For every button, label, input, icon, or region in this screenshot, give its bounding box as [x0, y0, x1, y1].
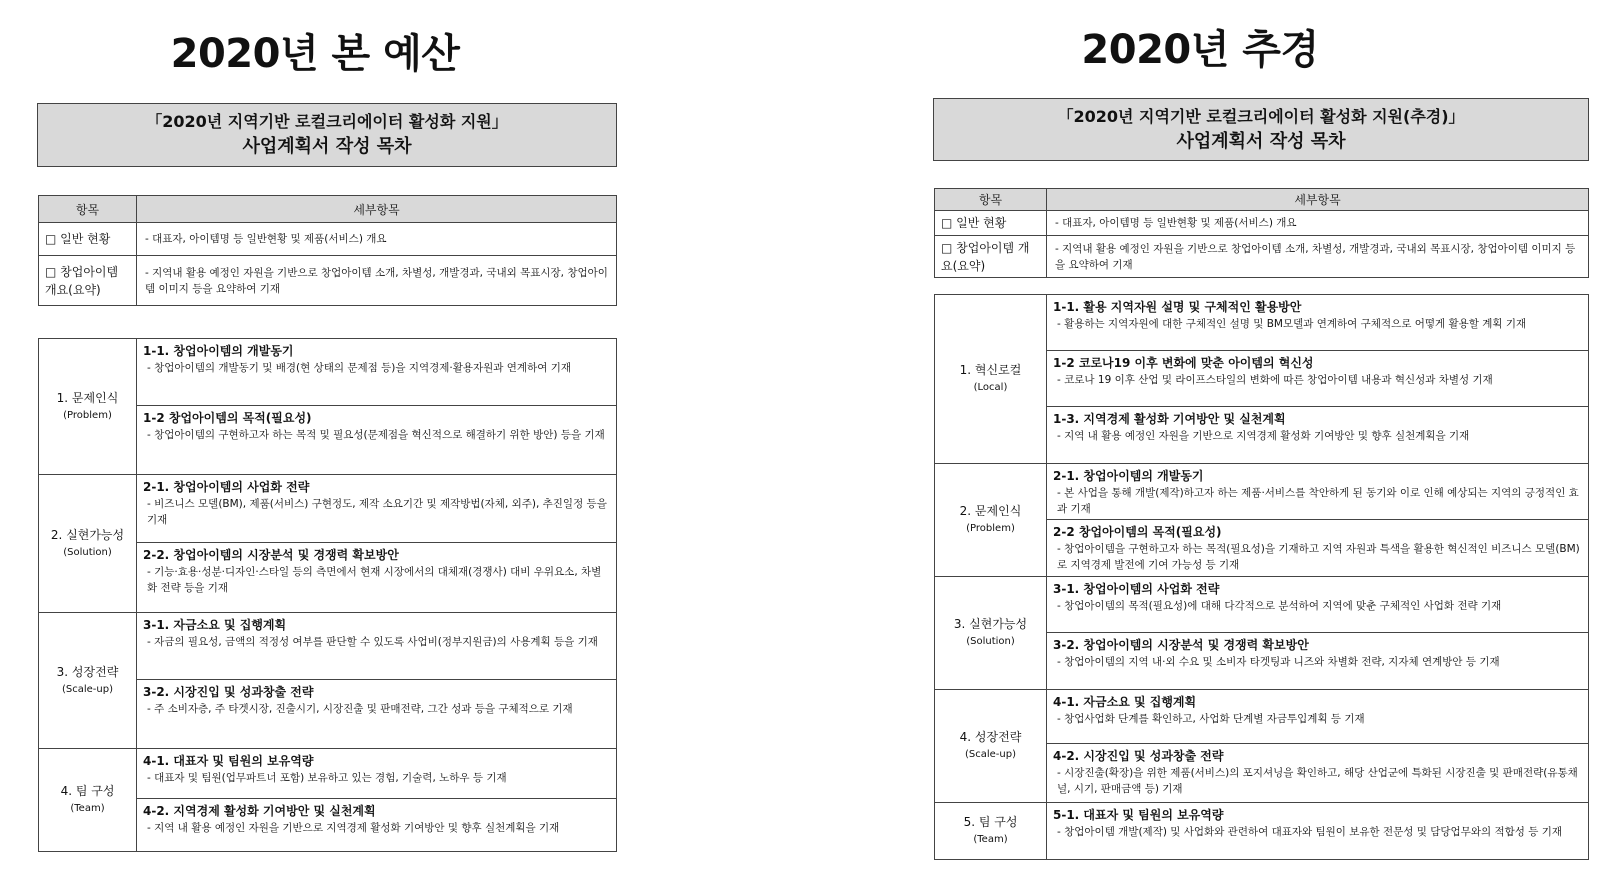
- left-summary-label: □ 창업아이템 개요(요약): [39, 256, 137, 306]
- right-sub-1-1-desc: - 활용하는 지역자원에 대한 구체적인 설명 및 BM모델과 연계하여 구체적으로 어떻게 활용할 계획 기재: [1057, 318, 1527, 330]
- left-general-label: □ 일반 현황: [39, 223, 137, 256]
- right-section-1-en: (Local): [973, 382, 1008, 393]
- right-sub-1-2-title: 1-2 코로나19 이후 변화에 맞춘 아이템의 혁신성: [1053, 356, 1314, 370]
- left-sub-1-1: [137, 339, 616, 406]
- right-sub-3-2: [1047, 633, 1588, 689]
- right-sub-2-1: [1047, 464, 1588, 520]
- left-sub-4-2-desc: - 지역 내 활용 예정인 자원을 기반으로 지역경제 활성화 기여방안 및 향후 실천계획을 기재: [147, 822, 560, 834]
- left-title-line1: 「2020년 지역기반 로컬크리에이터 활성화 지원」: [146, 112, 508, 131]
- left-sub-1-1-title: 1-1. 창업아이템의 개발동기: [143, 344, 294, 358]
- right-sub-1-3-desc: - 지역 내 활용 예정인 자원을 기반으로 지역경제 활성화 기여방안 및 향후 실천계획을 기재: [1057, 430, 1470, 442]
- left-section-1-ko: 1. 문제인식: [56, 390, 119, 405]
- left-sub-3-1: [137, 613, 616, 680]
- right-sub-3-1-title: 3-1. 창업아이템의 사업화 전략: [1053, 582, 1220, 596]
- right-section-1-subs: [1047, 295, 1589, 464]
- left-general-table: [38, 195, 617, 306]
- left-sub-1-2: [137, 406, 616, 474]
- right-sub-2-2: [1047, 520, 1588, 576]
- right-summary-label: □ 창업아이템 개요(요약): [935, 236, 1047, 278]
- left-heading: 2020년 본 예산: [170, 31, 460, 77]
- left-general-desc: - 대표자, 아이템명 등 일반현황 및 제품(서비스) 개요: [137, 223, 617, 256]
- left-sub-2-2-title: 2-2. 창업아이템의 시장분석 및 경쟁력 확보방안: [143, 548, 399, 562]
- right-sub-5-1-desc: - 창업아이템 개발(제작) 및 사업화와 관련하여 대표자와 팀원이 보유한 전문성 및 담당업무와의 적합성 등 기재: [1057, 826, 1562, 838]
- left-section-4-label: [39, 749, 137, 852]
- right-section-3-en: (Solution): [966, 636, 1015, 647]
- left-sub-3-2: [137, 680, 616, 748]
- left-sub-3-2-title: 3-2. 시장진입 및 성과창출 전략: [143, 685, 314, 699]
- left-section-3-subs: [137, 613, 617, 749]
- left-section-1-en: (Problem): [63, 409, 112, 421]
- right-section-4-en: (Scale-up): [964, 749, 1016, 760]
- left-col-detail: 세부항목: [137, 196, 617, 223]
- left-col-item: 항목: [39, 196, 137, 223]
- left-section-4-subs: [137, 749, 617, 852]
- right-section-4-label: [935, 690, 1047, 803]
- left-sub-1-2-title: 1-2 창업아이템의 목적(필요성): [143, 411, 312, 425]
- left-sub-3-1-title: 3-1. 자금소요 및 집행계획: [143, 618, 287, 632]
- right-sub-4-2: [1047, 744, 1588, 802]
- left-section-4-en: (Team): [70, 803, 105, 814]
- right-section-2-ko: 2. 문제인식: [959, 504, 1022, 518]
- right-sub-1-2: [1047, 351, 1588, 407]
- right-title-box: [933, 98, 1589, 161]
- right-general-label: □ 일반 현황: [935, 211, 1047, 236]
- right-general-table: [934, 188, 1589, 278]
- right-section-4-subs: [1047, 690, 1589, 803]
- right-sub-3-1-desc: - 창업아이템의 목적(필요성)에 대해 다각적으로 분석하여 지역에 맞춘 구체적인 사업화 전략 기재: [1057, 600, 1502, 612]
- right-section-2-subs: [1047, 464, 1589, 577]
- right-sections-table: [934, 294, 1589, 860]
- right-section-5-label: [935, 803, 1047, 860]
- left-sub-3-1-desc: - 자금의 필요성, 금액의 적정성 여부를 판단할 수 있도록 사업비(정부지원금)의 사용계획 등을 기재: [147, 636, 598, 648]
- right-sub-3-2-title: 3-2. 창업아이템의 시장분석 및 경쟁력 확보방안: [1053, 638, 1309, 652]
- right-sub-2-2-desc: - 창업아이템을 구현하고자 하는 목적(필요성)을 기재하고 지역 자원과 특색을 활용한 혁신적인 비즈니스 모델(BM)로 지역경제 발전에 기여 가능성 등 기재: [1057, 543, 1580, 571]
- right-sub-1-3: [1047, 407, 1588, 463]
- right-sub-1-3-title: 1-3. 지역경제 활성화 기여방안 및 실천계획: [1053, 412, 1286, 426]
- left-sub-1-1-desc: - 창업아이템의 개발동기 및 배경(현 상태의 문제점 등)을 지역경제·활용자원과 연계하여 기재: [147, 362, 571, 374]
- right-sub-2-2-title: 2-2 창업아이템의 목적(필요성): [1053, 525, 1222, 539]
- right-sub-2-1-title: 2-1. 창업아이템의 개발동기: [1053, 469, 1204, 483]
- right-col-detail: 세부항목: [1047, 189, 1589, 211]
- left-section-3-label: [39, 613, 137, 749]
- right-section-3-label: [935, 577, 1047, 690]
- right-sub-2-1-desc: - 본 사업을 통해 개발(제작)하고자 하는 제품·서비스를 착안하게 된 동기와 이로 인해 예상되는 지역의 긍정적인 효과 기재: [1057, 487, 1579, 515]
- left-sub-2-1-desc: - 비즈니스 모델(BM), 제품(서비스) 구현정도, 제작 소요기간 및 제작방법(자체, 외주), 추진일정 등을 기재: [147, 498, 607, 526]
- right-sub-4-2-title: 4-2. 시장진입 및 성과창출 전략: [1053, 749, 1224, 763]
- left-sub-4-1-desc: - 대표자 및 팀원(업무파트너 포함) 보유하고 있는 경험, 기술력, 노하우 등 기재: [147, 772, 507, 784]
- right-sub-4-2-desc: - 시장진출(확장)을 위한 제품(서비스)의 포지셔닝을 확인하고, 해당 산업군에 특화된 시장진출 및 판매전략(유통채널, 시기, 판매금액 등) 기재: [1057, 767, 1578, 795]
- right-title-line1: 「2020년 지역기반 로컬크리에이터 활성화 지원(추경)」: [1057, 106, 1465, 126]
- right-section-5-en: (Team): [973, 834, 1008, 845]
- left-section-2-ko: 2. 실현가능성: [50, 527, 125, 542]
- left-sub-4-2-title: 4-2. 지역경제 활성화 기여방안 및 실천계획: [143, 804, 376, 818]
- left-section-4-ko: 4. 팀 구성: [60, 784, 115, 798]
- right-sub-3-2-desc: - 창업아이템의 지역 내·외 수요 및 소비자 타겟팅과 니즈와 차별화 전략, 지자체 연계방안 등 기재: [1057, 656, 1500, 668]
- left-title-box: [37, 103, 617, 167]
- left-sub-2-2-desc: - 기능·효용·성분·디자인·스타일 등의 측면에서 현재 시장에서의 대체재(경쟁사) 대비 우위요소, 차별화 전략 등을 기재: [147, 566, 602, 594]
- right-col-item: 항목: [935, 189, 1047, 211]
- right-section-1-label: [935, 295, 1047, 464]
- right-title-line2: 사업계획서 작성 목차: [1176, 130, 1346, 152]
- right-sub-5-1-title: 5-1. 대표자 및 팀원의 보유역량: [1053, 808, 1224, 822]
- left-section-1-label: [39, 339, 137, 475]
- left-summary-desc: - 지역내 활용 예정인 자원을 기반으로 창업아이템 소개, 차별성, 개발경과, 국내외 목표시장, 창업아이템 이미지 등을 요약하여 기재: [137, 256, 617, 306]
- left-sub-2-2: [137, 543, 616, 612]
- right-sub-1-1-title: 1-1. 활용 지역자원 설명 및 구체적인 활용방안: [1053, 300, 1302, 314]
- left-sub-4-2: [137, 799, 616, 851]
- right-section-3-subs: [1047, 577, 1589, 690]
- left-section-1-subs: [137, 339, 617, 475]
- left-section-2-label: [39, 475, 137, 613]
- right-section-5-subs: [1047, 803, 1589, 860]
- left-sections-table: [38, 338, 617, 852]
- left-sub-4-1-title: 4-1. 대표자 및 팀원의 보유역량: [143, 754, 314, 768]
- right-sub-1-2-desc: - 코로나 19 이후 산업 및 라이프스타일의 변화에 따른 창업아이템 내용과 혁신성과 차별성 기재: [1057, 374, 1493, 386]
- right-sub-4-1-title: 4-1. 자금소요 및 집행계획: [1053, 695, 1197, 709]
- right-section-5-ko: 5. 팀 구성: [963, 815, 1018, 829]
- right-sub-3-1: [1047, 577, 1588, 633]
- right-section-1-ko: 1. 혁신로컬: [959, 363, 1022, 377]
- left-section-2-en: (Solution): [63, 546, 112, 558]
- right-section-4-ko: 4. 성장전략: [959, 730, 1022, 744]
- left-sub-2-1: [137, 475, 616, 543]
- left-section-3-ko: 3. 성장전략: [56, 664, 119, 679]
- right-sub-4-1: [1047, 690, 1588, 744]
- right-general-desc: - 대표자, 아이템명 등 일반현황 및 제품(서비스) 개요: [1047, 211, 1589, 236]
- right-sub-5-1: [1047, 803, 1588, 859]
- left-sub-3-2-desc: - 주 소비자층, 주 타겟시장, 진출시기, 시장진출 및 판매전략, 그간 성과 등을 구체적으로 기재: [147, 703, 573, 715]
- left-sub-2-1-title: 2-1. 창업아이템의 사업화 전략: [143, 480, 310, 494]
- right-heading: 2020년 추경: [1081, 27, 1319, 73]
- left-section-3-en: (Scale-up): [61, 683, 113, 695]
- right-sub-1-1: [1047, 295, 1588, 351]
- left-title-line2: 사업계획서 작성 목차: [242, 136, 412, 157]
- left-section-2-subs: [137, 475, 617, 613]
- left-sub-1-2-desc: - 창업아이템의 구현하고자 하는 목적 및 필요성(문제점을 혁신적으로 해결하기 위한 방안) 등을 기재: [147, 429, 605, 441]
- left-sub-4-1: [137, 749, 616, 799]
- right-summary-desc: - 지역내 활용 예정인 자원을 기반으로 창업아이템 소개, 차별성, 개발경과, 국내외 목표시장, 창업아이템 이미지 등을 요약하여 기재: [1047, 236, 1589, 278]
- right-section-2-en: (Problem): [966, 523, 1015, 534]
- right-section-3-ko: 3. 실현가능성: [953, 617, 1028, 631]
- right-sub-4-1-desc: - 창업사업화 단계를 확인하고, 사업화 단계별 자금투입계획 등 기재: [1057, 713, 1365, 725]
- right-section-2-label: [935, 464, 1047, 577]
